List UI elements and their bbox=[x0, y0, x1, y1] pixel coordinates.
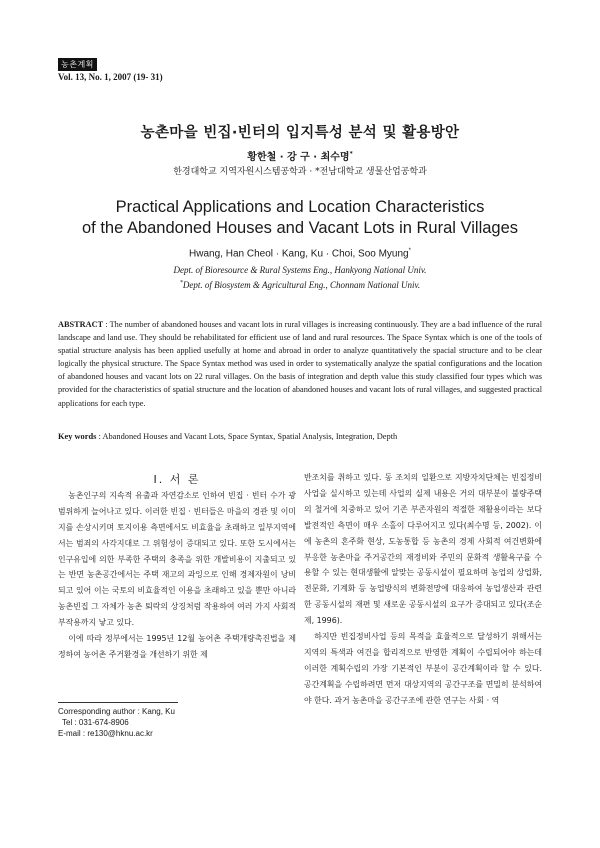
authors-english-mark: * bbox=[408, 248, 411, 254]
authors-korean-names: 황한철 · 강 구 · 최수명 bbox=[247, 152, 350, 163]
footnote-author: Corresponding author : Kang, Ku bbox=[58, 707, 175, 716]
volume-line: Vol. 13, No. 1, 2007 (19- 31) bbox=[58, 72, 163, 82]
left-column bbox=[58, 472, 296, 663]
title-korean: 농촌마을 빈집·빈터의 입지특성 분석 및 활용방안 bbox=[140, 125, 460, 141]
footnote-email: E-mail : re130@hknu.ac.kr bbox=[58, 729, 153, 738]
abstract bbox=[58, 318, 542, 410]
left-paragraph-1: 농촌인구의 지속적 유출과 자연감소로 인하여 빈집 · 빈터 수가 광범위하게 늘어나고 있다. 이러한 빈집 · 빈터들은 마을의 경관 및 이미지를 손상시키며 토지이용 측면에서도 비효율을 초래하고 일부지역에서는 범죄의 사각지대로 그 위험성이 증대되고 있다. 또한 도시에서는 인구유입에 의한 부족한 주택의 충족을 위한 개발비용이 지출되고 있는 반면 농촌공간에서는 주택 재고의 과잉으로 인해 경제자원이 낭비되고 있어 이는 국토의 비효율적인 이용을 초래하고 있을 뿐만 아니라 농촌빈집 그 자체가 농촌 퇴락의 상징처럼 작용하여 여러 가지 사회적 부작용까지 낳고 있다. bbox=[58, 490, 296, 628]
keywords bbox=[58, 432, 542, 441]
right-paragraph-1: 반조치를 취하고 있다. 동 조치의 일환으로 지방자치단체는 빈집정비사업을 실시하고 있는데 사업의 실제 내용은 거의 대부분이 불량주택의 철거에 치중하고 있어 기존 부존자원의 적절한 재활용이라는 보다 발전적인 측면이 매우 소홀이 다루어지고 있다(최수명 등, 2002). 이에 농촌의 혼주화 현상, 도농통합 등 농촌의 경제 사회적 여건변화에 부응한 농촌마을 주거공간의 재정비와 주민의 문화적 생활욕구를 수용할 수 있는 현대생활에 알맞는 공동시설이 필요하며 농업의 상업화, 전문화, 기계화 등 농업방식의 변화전망에 대응하여 농업생산과 관련한 공동시설의 재편 및 새로운 공동시설의 요구가 증대되고 있다(조순제, 1996). bbox=[304, 473, 542, 626]
footnote bbox=[58, 706, 175, 739]
keywords-text: : Abandoned Houses and Vacant Lots, Space Syntax, Spatial Analysis, Integration, Depth bbox=[96, 432, 398, 441]
keywords-label: Key words bbox=[58, 432, 97, 441]
affiliation-english-2-text: Dept. of Biosystem & Agricultural Eng., Chonnam National Univ. bbox=[182, 280, 421, 290]
affiliation-english-2 bbox=[0, 280, 600, 290]
footnote-divider bbox=[58, 702, 178, 703]
abstract-text: : The number of abandoned houses and vacant lots in rural villages is increasing continuously. They are a bad influence of the rural landscape and land use. They should be rehabilitated for efficient use of land and rural resources. The Space Syntax which is one of the tools of spatial structure analysis has been applied usefully at home and abroad in order to analyze quantitatively the spacial structure and to be clear logically the physical structure. The Space Syntax method was used in order to systematically analyze the spatial configurations and the location of abandoned houses and vacant lots on 22 rural villages. On the basis of integration and depth value this study classified four types which was provided for the characteristics of spatial structure and the location of abandoned houses and vacant lots of rural villages, and suggested practical applications for each type. bbox=[58, 320, 542, 408]
authors-korean bbox=[0, 148, 600, 163]
title-english-line2: of the Abandoned Houses and Vacant Lots in Rural Villages bbox=[81, 219, 519, 237]
title-english-line1: Practical Applications and Location Characteristics bbox=[115, 198, 485, 216]
authors-english bbox=[0, 248, 600, 259]
footnote-tel: Tel : 031-674-8906 bbox=[62, 718, 129, 727]
title-english bbox=[0, 197, 600, 239]
affiliation-english-2-mark: * bbox=[179, 280, 183, 286]
left-paragraph-2: 이에 따라 정부에서는 1995년 12월 농어촌 주택개량촉진법을 제정하여 농어촌 주거환경을 개선하기 위한 제 bbox=[58, 634, 296, 659]
section-heading-introduction: Ⅰ. 서 론 bbox=[153, 473, 201, 486]
journal-tag: 농촌계획 bbox=[58, 58, 97, 71]
authors-english-names: Hwang, Han Cheol · Kang, Ku · Choi, Soo Myung bbox=[189, 248, 409, 260]
authors-korean-mark: * bbox=[349, 150, 353, 158]
affiliation-korean: 한경대학교 지역자원시스템공학과 · *전남대학교 생물산업공학과 bbox=[173, 167, 427, 177]
affiliation-english-1: Dept. of Bioresource & Rural Systems Eng., Hankyong National Univ. bbox=[173, 265, 427, 275]
right-column bbox=[304, 470, 542, 709]
abstract-label: ABSTRACT bbox=[58, 320, 104, 329]
right-paragraph-2: 하지만 빈집정비사업 등의 목적을 효율적으로 달성하기 위해서는 지역의 특색과 여건을 합리적으로 반영한 계획이 수립되어야 하는데 이러한 계획수립의 가장 기본적인 부분이 공간계획이라 할 수 있다. 공간계획을 수립하려면 먼저 대상지역의 공간구조를 면밀히 분석하여야 한다. 과거 농촌마을 공간구조에 관한 연구는 사회 · 역 bbox=[304, 632, 542, 705]
